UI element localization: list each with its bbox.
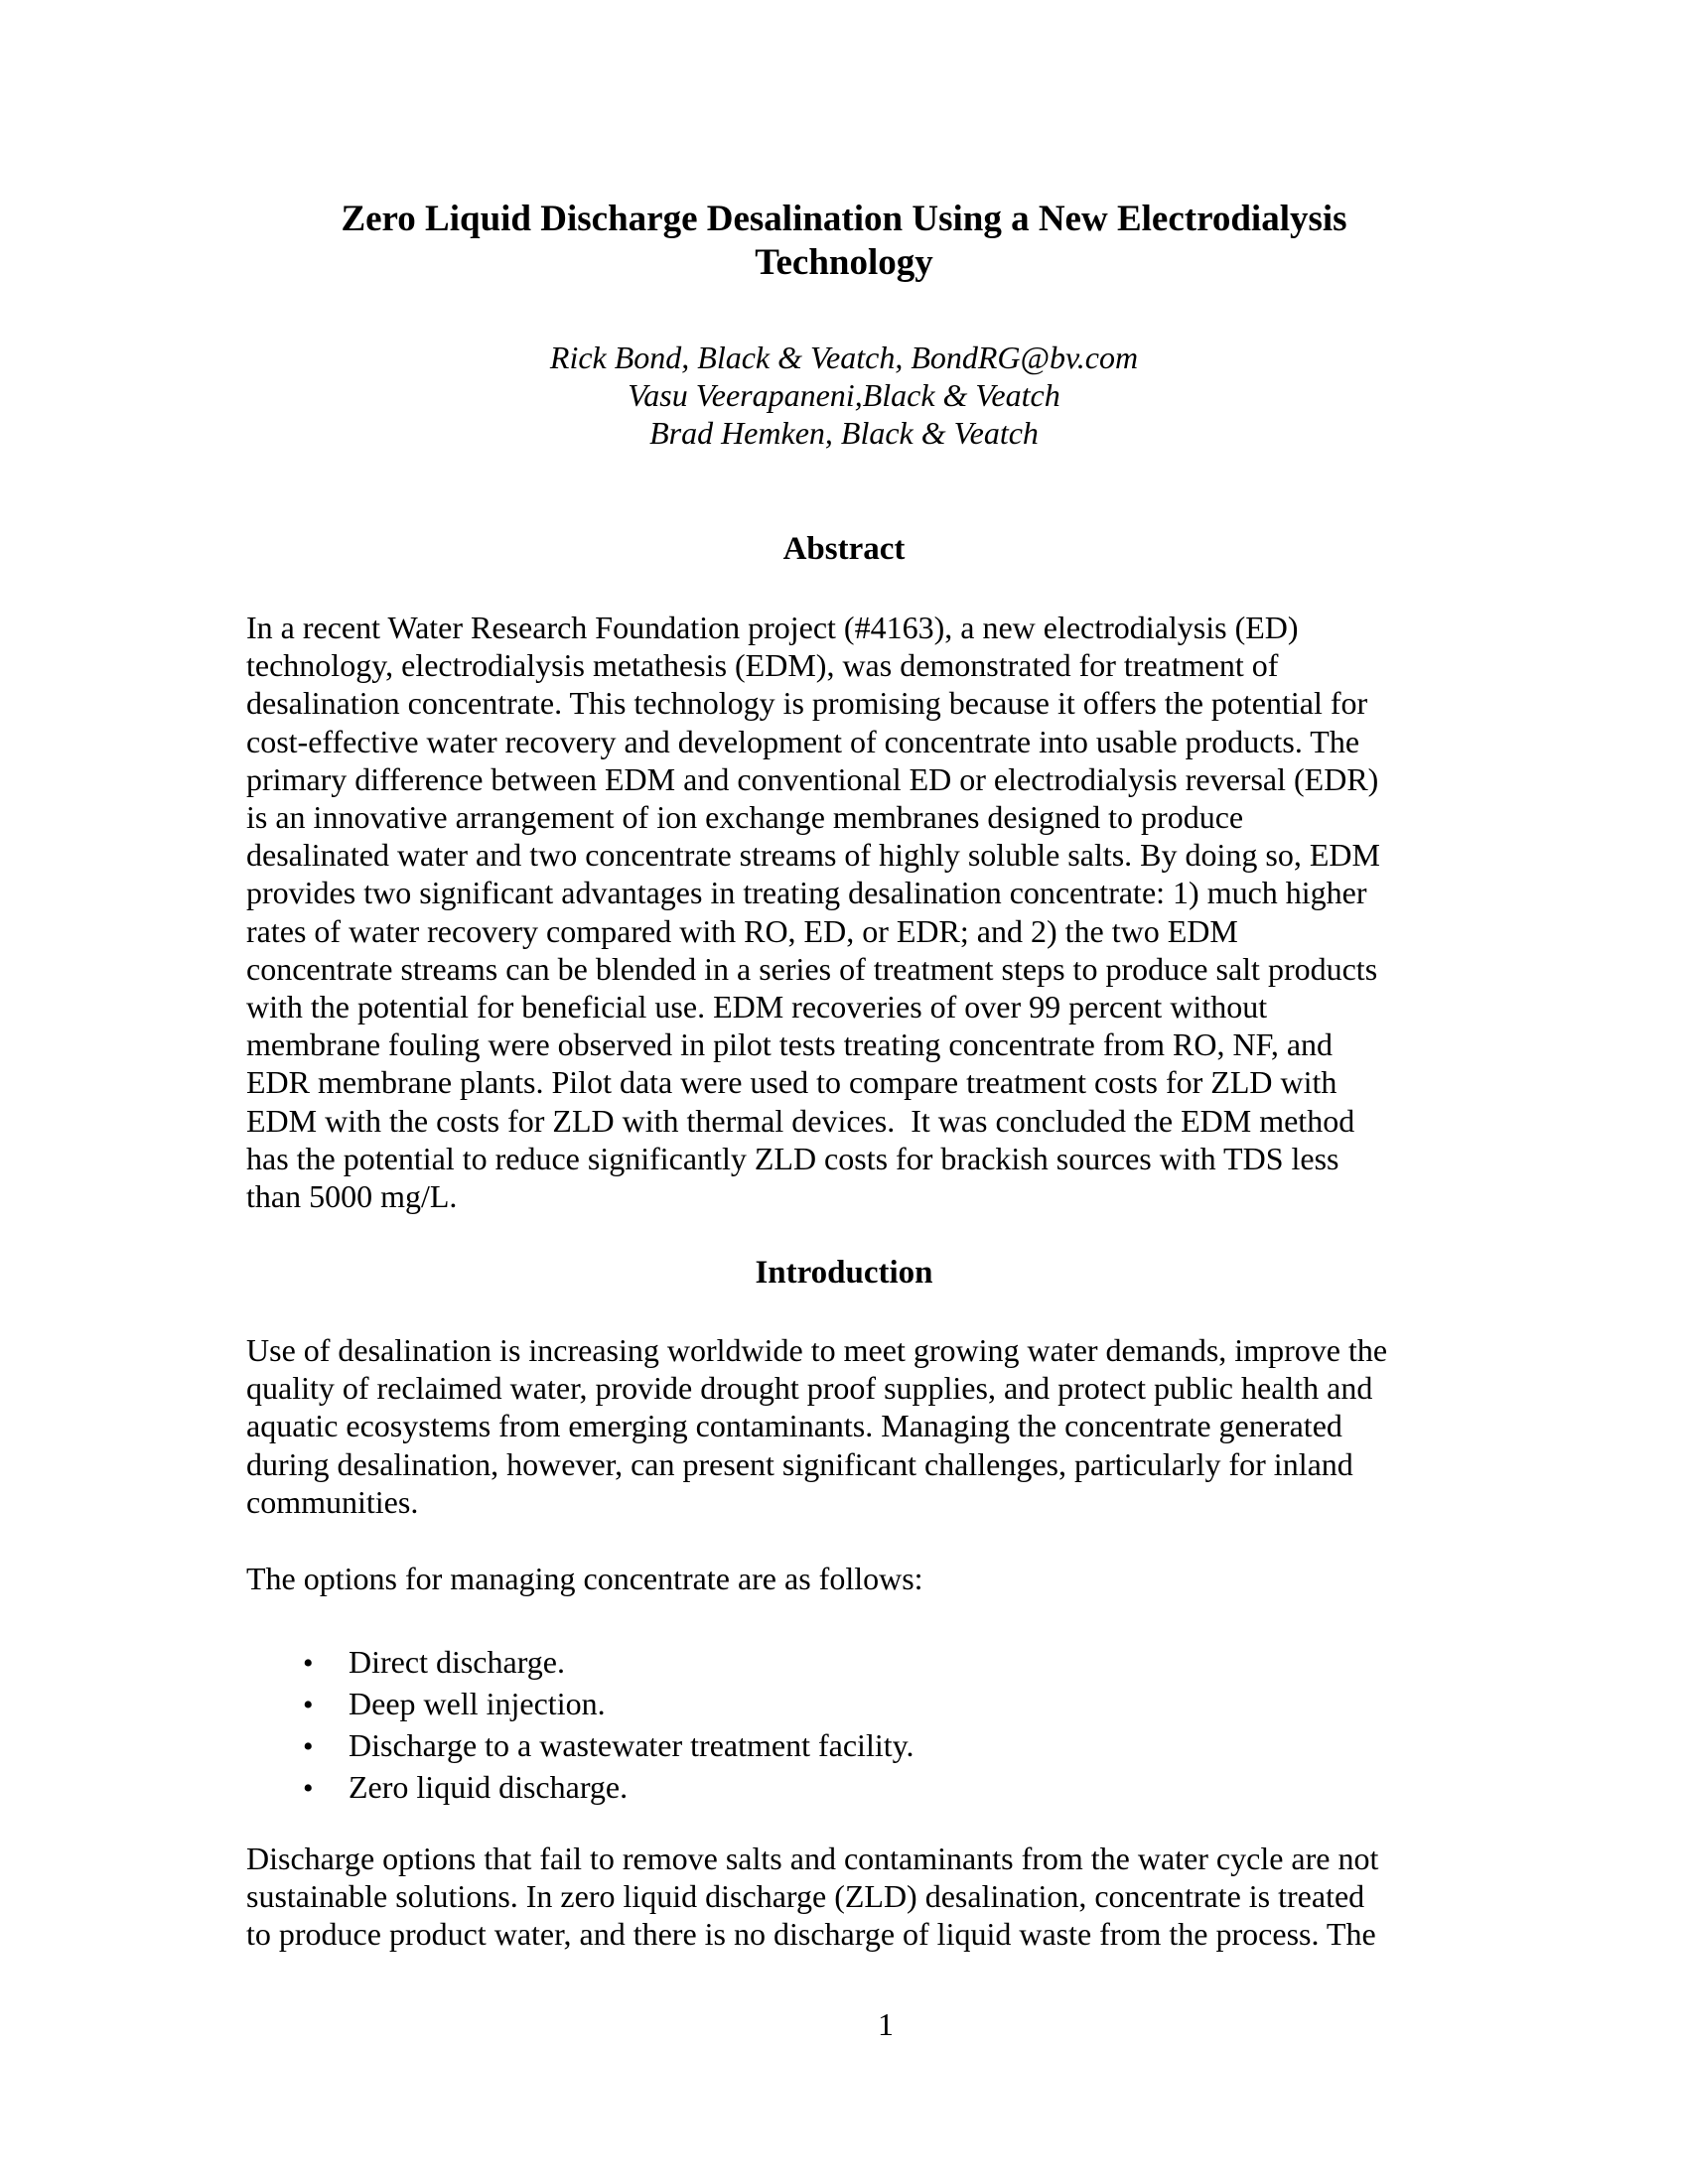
- paragraph-line: Discharge options that fail to remove salts and contaminants from the water cycle are not: [246, 1841, 1379, 1876]
- paragraph-line: is an innovative arrangement of ion exchange membranes designed to produce: [246, 799, 1244, 836]
- paragraph-line: to produce product water, and there is no discharge of liquid waste from the process. The: [246, 1916, 1376, 1953]
- bullet-item-label: Zero liquid discharge.: [349, 1769, 629, 1805]
- paragraph-line: rates of water recovery compared with RO, ED, or EDR; and 2) the two EDM: [246, 912, 1238, 949]
- paragraph-line: desalination concentrate. This technology is promising because it offers the potential for: [246, 685, 1368, 722]
- paragraph-line: provides two significant advantages in treating desalination concentrate: 1) much higher: [246, 875, 1367, 911]
- paragraph-line: communities.: [246, 1483, 419, 1520]
- list-item: [246, 1725, 1636, 1767]
- abstract-heading: Abstract: [782, 531, 906, 567]
- paragraph-line: has the potential to reduce significantly ZLD costs for brackish sources with TDS less: [246, 1140, 1339, 1176]
- title-line: Zero Liquid Discharge Desalination Using a New Electrodialysis: [341, 199, 1347, 239]
- author-list: [0, 339, 1688, 453]
- bullet-icon: •: [303, 1689, 314, 1721]
- options-bullet-list: [246, 1642, 1636, 1809]
- abstract-paragraph: [246, 609, 1636, 1215]
- paragraph-line: Use of desalination is increasing worldwide to meet growing water demands, improve the: [246, 1332, 1388, 1368]
- paragraph-line: desalinated water and two concentrate streams of highly soluble salts. By doing so, EDM: [246, 837, 1380, 874]
- author-line: Brad Hemken, Black & Veatch: [649, 415, 1039, 452]
- author-line: Vasu Veerapaneni,Black & Veatch: [628, 377, 1060, 414]
- bullet-icon: •: [303, 1772, 314, 1805]
- paragraph-line: sustainable solutions. In zero liquid discharge (ZLD) desalination, concentrate is treated: [246, 1878, 1365, 1915]
- list-item: [246, 1767, 1636, 1809]
- bullet-item-label: Deep well injection.: [349, 1686, 606, 1721]
- paragraph-line: EDM with the costs for ZLD with thermal devices. It was concluded the EDM method: [246, 1102, 1355, 1139]
- paragraph-line: primary difference between EDM and conventional ED or electrodialysis reversal (EDR): [246, 760, 1379, 797]
- closing-paragraph: [246, 1840, 1636, 1954]
- paragraph-line: with the potential for beneficial use. EDM recoveries of over 99 percent without: [246, 989, 1268, 1025]
- list-item: [246, 1684, 1636, 1725]
- bullet-icon: •: [303, 1647, 314, 1680]
- paragraph-line: technology, electrodialysis metathesis (EDM), was demonstrated for treatment of: [246, 647, 1279, 684]
- title-line: Technology: [755, 242, 933, 283]
- document-title: [0, 198, 1688, 285]
- bullet-icon: •: [303, 1730, 314, 1763]
- paragraph-line: during desalination, however, can present significant challenges, particularly for inland: [246, 1445, 1353, 1482]
- paragraph-line: concentrate streams can be blended in a series of treatment steps to produce salt products: [246, 950, 1378, 987]
- paragraph-line: than 5000 mg/L.: [246, 1178, 458, 1215]
- paragraph-line: In a recent Water Research Foundation project (#4163), a new electrodialysis (ED): [246, 610, 1299, 645]
- paragraph-line: cost-effective water recovery and development of concentrate into usable products. The: [246, 723, 1360, 759]
- bullet-item-label: Discharge to a wastewater treatment facility.: [349, 1727, 914, 1763]
- paragraph-line: membrane fouling were observed in pilot tests treating concentrate from RO, NF, and: [246, 1026, 1334, 1063]
- bullet-item-label: Direct discharge.: [349, 1644, 565, 1680]
- paragraph-line: quality of reclaimed water, provide drought proof supplies, and protect public health and: [246, 1370, 1373, 1407]
- introduction-heading: Introduction: [755, 1255, 933, 1291]
- page-number: 1: [878, 2006, 894, 2042]
- list-item: [246, 1642, 1636, 1684]
- introduction-paragraph: [246, 1331, 1636, 1521]
- paragraph-line: EDR membrane plants. Pilot data were used to compare treatment costs for ZLD with: [246, 1064, 1337, 1101]
- options-intro-line: The options for managing concentrate are as follows:: [246, 1561, 923, 1596]
- paragraph-line: aquatic ecosystems from emerging contaminants. Managing the concentrate generated: [246, 1408, 1342, 1444]
- author-line: Rick Bond, Black & Veatch, BondRG@bv.com: [549, 340, 1139, 375]
